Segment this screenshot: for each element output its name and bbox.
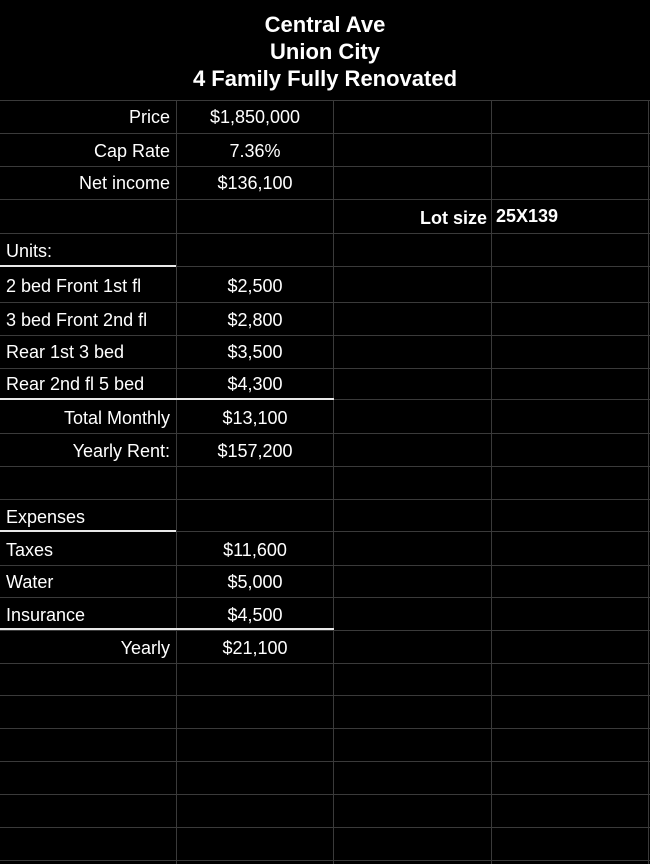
grid-line [0,499,650,500]
expenses-header: Expenses [6,507,86,527]
expense-amount: $5,000 [227,572,283,592]
grid-line [0,860,650,861]
grid-line [0,728,650,729]
grid-line [0,133,650,134]
grid-line [176,100,177,864]
expenses-total-rule [0,628,334,630]
grid-line [0,827,650,828]
grid-line [648,0,649,864]
unit-rent: $2,500 [227,276,283,296]
yearly-expenses-value: $21,100 [222,638,288,658]
title-city: Union City [270,39,380,64]
grid-line [0,233,650,234]
grid-line [0,466,650,467]
yearly-expenses-label: Yearly [120,638,170,658]
lot-size-label: Lot size [419,208,487,228]
grid-line [0,166,650,167]
price-value: $1,850,000 [209,107,301,127]
expense-label: Insurance [6,605,86,625]
expense-label: Water [6,572,54,592]
grid-line [0,100,650,101]
grid-line [0,199,650,200]
yearly-rent-value: $157,200 [217,441,293,461]
title-street: Central Ave [264,12,386,37]
title-block [0,0,650,100]
net-income-value: $136,100 [217,173,293,193]
grid-line [0,368,650,369]
total-monthly-label: Total Monthly [63,408,170,428]
total-monthly-value: $13,100 [222,408,288,428]
expense-amount: $4,500 [227,605,283,625]
grid-line [0,433,650,434]
expense-label: Taxes [6,540,54,560]
grid-line [0,597,650,598]
grid-line [0,302,650,303]
unit-rent: $2,800 [227,310,283,330]
price-label: Price [128,107,170,127]
expenses-header-underline [0,530,176,532]
grid-line [0,695,650,696]
grid-line [491,100,492,864]
grid-line [0,663,650,664]
grid-line [0,761,650,762]
title-description: 4 Family Fully Renovated [192,66,458,91]
cap-rate-value: 7.36% [229,141,281,161]
unit-label: 2 bed Front 1st fl [6,276,142,296]
unit-label: Rear 2nd fl 5 bed [6,374,145,394]
grid-line [0,630,650,631]
lot-size-value: 25X139 [496,206,559,226]
cap-rate-label: Cap Rate [93,141,170,161]
unit-rent: $4,300 [227,374,283,394]
grid-line [0,565,650,566]
net-income-label: Net income [78,173,170,193]
unit-label: 3 bed Front 2nd fl [6,310,148,330]
grid-line [0,335,650,336]
unit-label: Rear 1st 3 bed [6,342,125,362]
units-header-underline [0,265,176,267]
units-total-rule [0,398,334,400]
grid-line [0,794,650,795]
unit-rent: $3,500 [227,342,283,362]
units-header: Units: [6,241,53,261]
expense-amount: $11,600 [223,540,287,560]
grid-line [333,100,334,864]
yearly-rent-label: Yearly Rent: [72,441,170,461]
